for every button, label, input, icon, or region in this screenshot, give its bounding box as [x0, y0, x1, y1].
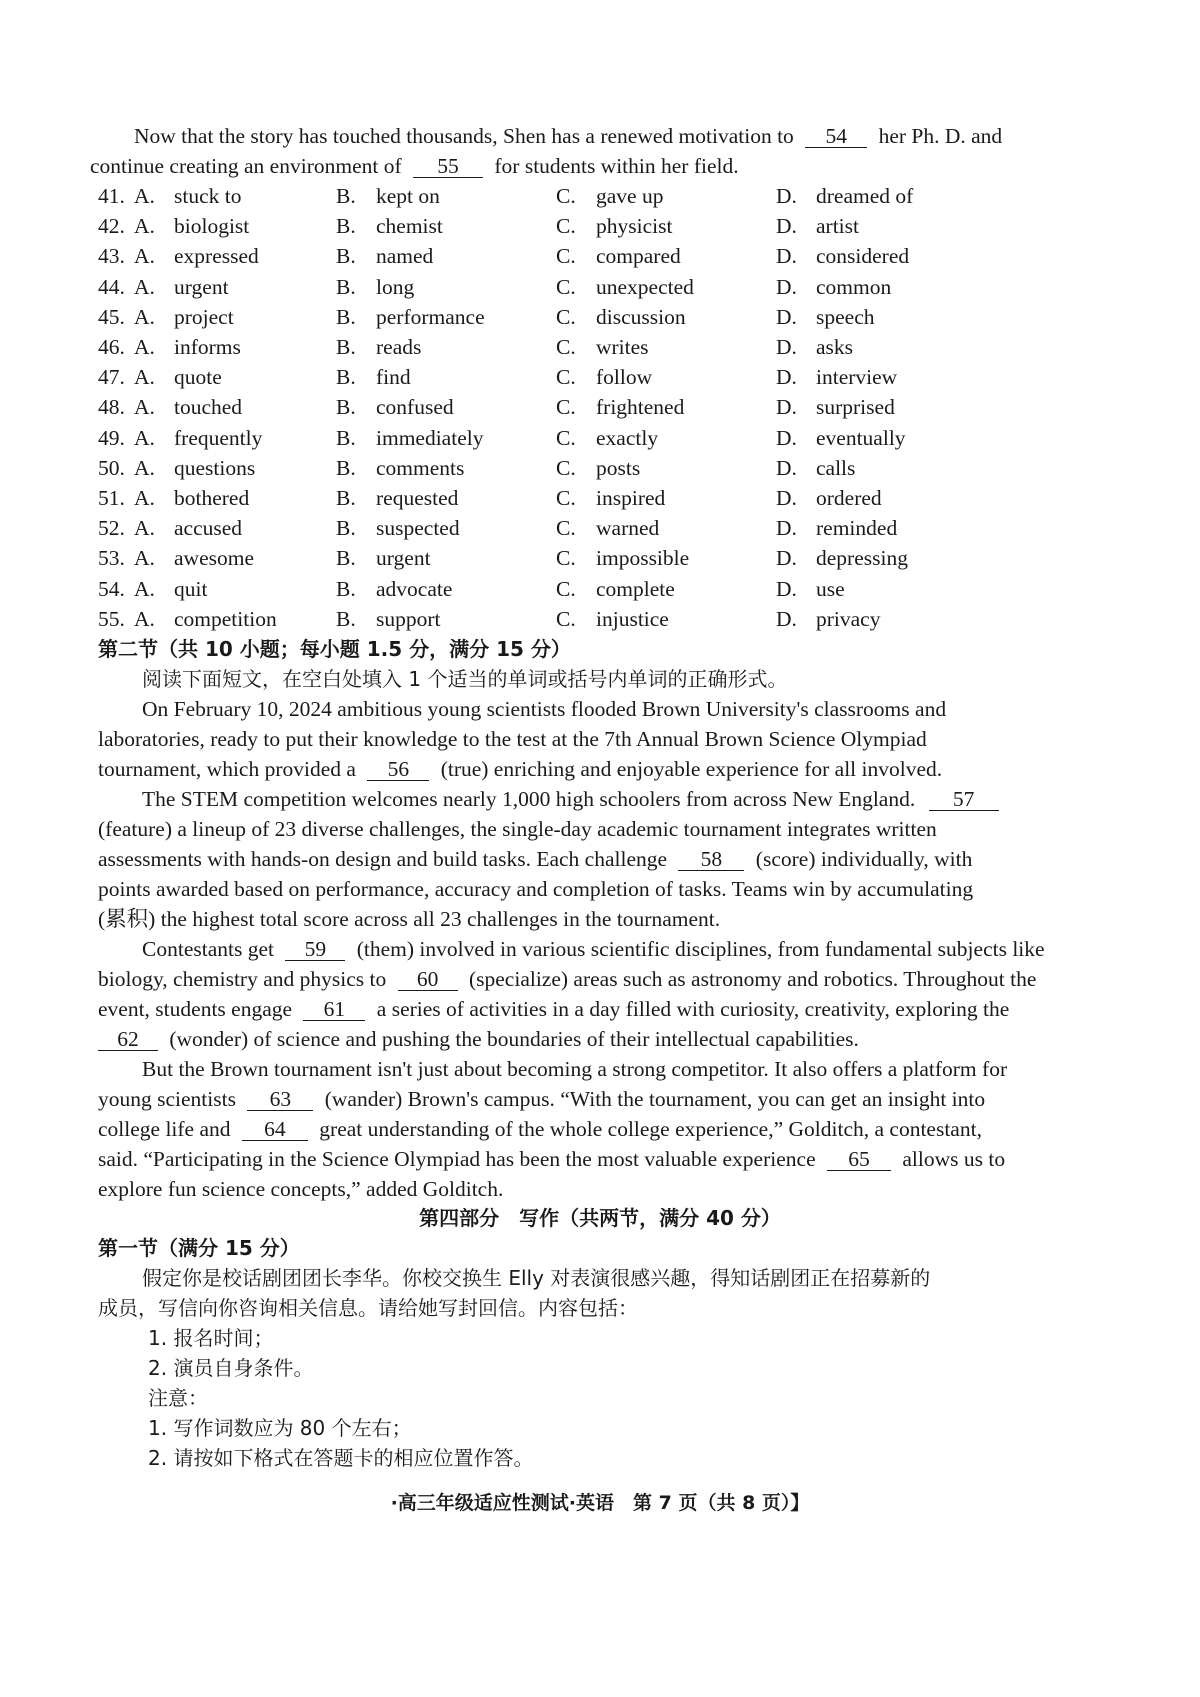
- option-text: quit: [174, 576, 208, 601]
- option-text: urgent: [174, 274, 229, 299]
- option-text: performance: [376, 304, 485, 329]
- option-c: [556, 272, 694, 302]
- passage-text: (them) involved in various scientific disciplines, from fundamental subjects like: [356, 937, 1045, 961]
- section-1-heading: 第一节（满分 15 分）: [98, 1236, 300, 1260]
- option-letter: B.: [336, 395, 356, 420]
- question-number: 55.: [98, 606, 125, 631]
- question-number: 54.: [98, 576, 125, 601]
- task-line: 成员，写信向你咨询相关信息。请给她写封回信。内容包括：: [98, 1296, 638, 1320]
- passage-text: (wander) Brown's campus. “With the tournament, you can get an insight into: [324, 1087, 986, 1111]
- option-b: [336, 513, 460, 543]
- blank-57: 57: [929, 788, 999, 811]
- option-c: [556, 181, 663, 211]
- option-letter: C.: [556, 546, 576, 571]
- option-row: [98, 211, 1108, 241]
- option-letter: D.: [776, 576, 797, 601]
- question-number: 45.: [98, 304, 125, 329]
- option-a: [134, 181, 241, 211]
- option-letter: D.: [776, 214, 797, 239]
- option-letter: D.: [776, 516, 797, 541]
- option-text: impossible: [596, 546, 690, 571]
- passage-text: assessments with hands-on design and build tasks. Each challenge: [98, 847, 668, 871]
- question-number: 50.: [98, 455, 125, 480]
- option-text: support: [376, 606, 441, 631]
- option-text: exactly: [596, 425, 659, 450]
- option-text: project: [174, 304, 234, 329]
- option-letter: C.: [556, 455, 576, 480]
- passage-text: said. “Participating in the Science Olympiad has been the most valuable experience: [98, 1147, 816, 1171]
- option-d: [776, 302, 875, 332]
- option-row: [98, 574, 1108, 604]
- intro-text: her Ph. D. and: [878, 124, 1003, 148]
- option-letter: C.: [556, 184, 576, 208]
- option-letter: D.: [776, 425, 797, 450]
- option-a: [134, 543, 254, 573]
- blank-64: 64: [242, 1118, 308, 1141]
- option-letter: A.: [134, 546, 155, 571]
- passage-text: Contestants get: [142, 937, 274, 961]
- option-letter: A.: [134, 516, 155, 541]
- note-item: 1. 写作词数应为 80 个左右；: [148, 1416, 412, 1440]
- option-d: [776, 513, 897, 543]
- option-letter: C.: [556, 244, 576, 269]
- option-text: chemist: [376, 214, 443, 239]
- option-d: [776, 543, 908, 573]
- option-c: [556, 513, 659, 543]
- passage-text: a series of activities in a day filled with curiosity, creativity, exploring the: [376, 997, 1010, 1021]
- option-b: [336, 483, 458, 513]
- option-letter: B.: [336, 274, 356, 299]
- option-row: [98, 181, 1108, 211]
- option-text: comments: [376, 455, 465, 480]
- blank-55: 55: [413, 155, 483, 178]
- passage-text: (score) individually, with: [755, 847, 973, 871]
- option-a: [134, 483, 249, 513]
- option-text: competition: [174, 606, 277, 631]
- question-number: 52.: [98, 516, 125, 541]
- option-text: ordered: [816, 486, 882, 510]
- option-letter: D.: [776, 365, 797, 390]
- option-text: posts: [596, 455, 641, 480]
- option-letter: C.: [556, 425, 576, 450]
- option-b: [336, 392, 454, 422]
- option-d: [776, 604, 880, 634]
- passage-line: explore fun science concepts,” added Golditch.: [98, 1177, 504, 1201]
- passage-line: laboratories, ready to put their knowledge to the test at the 7th Annual Brown Science Olympiad: [98, 727, 927, 751]
- option-letter: B.: [336, 304, 356, 329]
- option-letter: B.: [336, 335, 356, 359]
- passage-line: [98, 1024, 859, 1054]
- task-item: 1. 报名时间；: [148, 1326, 274, 1350]
- option-text: named: [376, 244, 434, 269]
- option-text: find: [376, 365, 411, 390]
- option-a: [134, 211, 249, 241]
- passage-text: young scientists: [98, 1087, 236, 1111]
- option-letter: C.: [556, 606, 576, 631]
- option-letter: D.: [776, 546, 797, 571]
- passage-line: [98, 964, 1036, 994]
- option-c: [556, 574, 675, 604]
- option-letter: A.: [134, 184, 155, 208]
- option-letter: C.: [556, 576, 576, 601]
- option-row: [98, 543, 1108, 573]
- option-text: depressing: [816, 546, 908, 571]
- option-letter: A.: [134, 425, 155, 450]
- option-d: [776, 453, 855, 483]
- option-c: [556, 362, 652, 392]
- option-text: use: [816, 576, 845, 601]
- option-letter: B.: [336, 576, 356, 601]
- option-text: immediately: [376, 425, 484, 450]
- option-text: asks: [816, 335, 854, 359]
- option-letter: D.: [776, 335, 797, 359]
- option-text: calls: [816, 455, 856, 480]
- option-row: [98, 483, 1108, 513]
- passage-line: (累积) the highest total score across all 23 challenges in the tournament.: [98, 907, 721, 931]
- question-number: 42.: [98, 214, 125, 239]
- intro-text: for students within her field.: [494, 154, 739, 178]
- option-c: [556, 483, 665, 513]
- option-a: [134, 392, 242, 422]
- question-number: 43.: [98, 244, 125, 269]
- passage-line: But the Brown tournament isn't just about becoming a strong competitor. It also offers a platform for: [142, 1057, 1008, 1081]
- passage-line: [98, 754, 942, 784]
- option-a: [134, 332, 241, 362]
- blank-54: 54: [805, 125, 867, 148]
- passage-line: [98, 1084, 985, 1114]
- option-letter: A.: [134, 486, 155, 510]
- option-b: [336, 604, 441, 634]
- option-d: [776, 362, 897, 392]
- option-letter: D.: [776, 606, 797, 631]
- option-text: expressed: [174, 244, 259, 269]
- intro-text: continue creating an environment of: [90, 154, 402, 178]
- option-letter: A.: [134, 606, 155, 631]
- option-letter: C.: [556, 274, 576, 299]
- option-text: urgent: [376, 546, 431, 571]
- option-text: awesome: [174, 546, 254, 571]
- option-text: discussion: [596, 304, 686, 329]
- option-text: unexpected: [596, 274, 694, 299]
- option-text: frequently: [174, 425, 263, 450]
- note-item: 2. 请按如下格式在答题卡的相应位置作答。: [148, 1446, 534, 1470]
- option-letter: D.: [776, 274, 797, 299]
- passage-line: [98, 1144, 1005, 1174]
- option-text: inspired: [596, 486, 666, 510]
- option-text: surprised: [816, 395, 895, 420]
- option-c: [556, 453, 640, 483]
- option-d: [776, 483, 882, 513]
- option-text: bothered: [174, 486, 250, 510]
- option-c: [556, 211, 672, 241]
- passage-text: allows us to: [902, 1147, 1006, 1171]
- option-text: reminded: [816, 516, 898, 541]
- passage-line: [98, 1114, 982, 1144]
- option-text: follow: [596, 365, 653, 390]
- option-text: privacy: [816, 606, 881, 631]
- option-letter: B.: [336, 516, 356, 541]
- option-d: [776, 272, 891, 302]
- question-number: 41.: [98, 184, 125, 208]
- option-letter: C.: [556, 304, 576, 329]
- option-c: [556, 332, 649, 362]
- option-d: [776, 211, 859, 241]
- passage-text: great understanding of the whole college experience,” Golditch, a contestant,: [319, 1117, 982, 1141]
- option-row: [98, 513, 1108, 543]
- option-a: [134, 453, 255, 483]
- option-letter: C.: [556, 395, 576, 420]
- blank-60: 60: [398, 968, 458, 991]
- option-text: compared: [596, 244, 681, 269]
- option-letter: A.: [134, 274, 155, 299]
- option-b: [336, 453, 464, 483]
- option-letter: D.: [776, 395, 797, 420]
- option-c: [556, 423, 658, 453]
- task-item: 2. 演员自身条件。: [148, 1356, 314, 1380]
- option-b: [336, 362, 411, 392]
- section-2-heading: 第二节（共 10 小题；每小题 1.5 分，满分 15 分）: [98, 637, 571, 661]
- option-letter: A.: [134, 214, 155, 239]
- question-number: 53.: [98, 546, 125, 571]
- option-letter: B.: [336, 244, 356, 269]
- option-letter: B.: [336, 184, 356, 208]
- option-d: [776, 181, 913, 211]
- option-letter: B.: [336, 214, 356, 239]
- option-d: [776, 574, 845, 604]
- option-text: touched: [174, 395, 243, 420]
- option-letter: A.: [134, 365, 155, 390]
- option-b: [336, 302, 485, 332]
- option-text: requested: [376, 486, 459, 510]
- option-text: considered: [816, 244, 910, 269]
- option-row: [98, 241, 1108, 271]
- option-text: eventually: [816, 425, 906, 450]
- option-letter: B.: [336, 425, 356, 450]
- option-letter: B.: [336, 486, 356, 510]
- option-b: [336, 543, 431, 573]
- option-letter: D.: [776, 184, 797, 208]
- option-row: [98, 302, 1108, 332]
- passage-text: (true) enriching and enjoyable experience for all involved.: [440, 757, 943, 781]
- option-row: [98, 453, 1108, 483]
- blank-59: 59: [285, 938, 345, 961]
- option-text: informs: [174, 335, 241, 359]
- blank-63: 63: [247, 1088, 313, 1111]
- option-letter: B.: [336, 365, 356, 390]
- option-b: [336, 211, 443, 241]
- option-letter: A.: [134, 455, 155, 480]
- option-text: confused: [376, 395, 454, 420]
- option-text: dreamed of: [816, 184, 914, 208]
- passage-line: [142, 934, 1045, 964]
- option-b: [336, 574, 452, 604]
- option-d: [776, 392, 895, 422]
- option-text: frightened: [596, 395, 685, 420]
- passage-line: points awarded based on performance, accuracy and completion of tasks. Teams win by accumulating: [98, 877, 974, 901]
- option-c: [556, 302, 686, 332]
- option-d: [776, 241, 909, 271]
- blank-58: 58: [678, 848, 744, 871]
- option-letter: A.: [134, 395, 155, 420]
- blank-65: 65: [827, 1148, 891, 1171]
- passage-text: college life and: [98, 1117, 231, 1141]
- note-label: 注意：: [148, 1386, 208, 1410]
- option-a: [134, 604, 277, 634]
- option-letter: B.: [336, 606, 356, 631]
- page-footer: ·高三年级适应性测试·英语 第 7 页（共 8 页）】: [390, 1492, 810, 1514]
- option-text: artist: [816, 214, 859, 239]
- option-letter: C.: [556, 335, 576, 359]
- option-text: interview: [816, 365, 898, 390]
- option-row: [98, 604, 1108, 634]
- option-a: [134, 241, 259, 271]
- option-letter: B.: [336, 546, 356, 571]
- option-a: [134, 423, 262, 453]
- option-row: [98, 272, 1108, 302]
- passage-line: (feature) a lineup of 23 diverse challenges, the single-day academic tournament integrates written: [98, 817, 937, 841]
- passage-line: On February 10, 2024 ambitious young scientists flooded Brown University's classrooms and: [142, 697, 947, 721]
- option-text: accused: [174, 516, 243, 541]
- option-letter: D.: [776, 486, 797, 510]
- question-number: 48.: [98, 395, 125, 420]
- passage-text: (wonder) of science and pushing the boundaries of their intellectual capabilities.: [169, 1027, 859, 1051]
- passage-text: event, students engage: [98, 997, 293, 1021]
- option-text: quote: [174, 365, 222, 390]
- option-text: complete: [596, 576, 675, 601]
- blank-62: 62: [98, 1028, 158, 1051]
- option-letter: A.: [134, 335, 155, 359]
- option-letter: C.: [556, 365, 576, 390]
- option-letter: B.: [336, 455, 356, 480]
- option-text: stuck to: [174, 184, 242, 208]
- option-text: gave up: [596, 184, 664, 208]
- option-text: physicist: [596, 214, 673, 239]
- option-a: [134, 513, 242, 543]
- option-letter: D.: [776, 455, 797, 480]
- option-text: questions: [174, 455, 256, 480]
- option-text: advocate: [376, 576, 453, 601]
- option-row: [98, 392, 1108, 422]
- question-number: 46.: [98, 335, 125, 359]
- question-number: 51.: [98, 486, 125, 510]
- option-letter: C.: [556, 486, 576, 510]
- option-text: writes: [596, 335, 649, 359]
- option-letter: A.: [134, 576, 155, 601]
- option-text: common: [816, 274, 892, 299]
- option-letter: C.: [556, 214, 576, 239]
- option-b: [336, 241, 433, 271]
- option-c: [556, 543, 689, 573]
- option-text: kept on: [376, 184, 440, 208]
- option-letter: D.: [776, 244, 797, 269]
- option-a: [134, 362, 222, 392]
- option-c: [556, 392, 684, 422]
- passage-line: [98, 844, 972, 874]
- option-c: [556, 241, 681, 271]
- option-text: warned: [596, 516, 660, 541]
- option-a: [134, 574, 207, 604]
- option-text: long: [376, 274, 415, 299]
- option-d: [776, 423, 906, 453]
- passage-text: (specialize) areas such as astronomy and robotics. Throughout the: [468, 967, 1037, 991]
- task-line: 假定你是校话剧团团长李华。你校交换生 Elly 对表演很感兴趣，得知话剧团正在招募新的: [142, 1266, 931, 1290]
- option-letter: C.: [556, 516, 576, 541]
- option-d: [776, 332, 853, 362]
- option-row: [98, 423, 1108, 453]
- option-row: [98, 362, 1108, 392]
- blank-56: 56: [367, 758, 429, 781]
- option-b: [336, 181, 440, 211]
- option-text: reads: [376, 335, 422, 359]
- option-c: [556, 604, 669, 634]
- option-text: injustice: [596, 606, 669, 631]
- option-text: speech: [816, 304, 875, 329]
- question-number: 47.: [98, 365, 125, 390]
- intro-text: Now that the story has touched thousands, Shen has a renewed motivation to: [134, 124, 794, 148]
- question-number: 49.: [98, 425, 125, 450]
- option-text: biologist: [174, 214, 250, 239]
- intro-line-1: [134, 121, 1002, 151]
- option-b: [336, 332, 421, 362]
- option-b: [336, 272, 414, 302]
- blank-61: 61: [303, 998, 365, 1021]
- option-a: [134, 302, 234, 332]
- part-4-heading: 第四部分 写作（共两节，满分 40 分）: [419, 1206, 781, 1230]
- intro-line-2: [90, 151, 739, 181]
- passage-line: [98, 994, 1009, 1024]
- option-row: [98, 332, 1108, 362]
- passage-text: biology, chemistry and physics to: [98, 967, 387, 991]
- option-letter: A.: [134, 304, 155, 329]
- option-a: [134, 272, 229, 302]
- passage-text: tournament, which provided a: [98, 757, 356, 781]
- option-letter: A.: [134, 244, 155, 269]
- section-2-instruction: 阅读下面短文，在空白处填入 1 个适当的单词或括号内单词的正确形式。: [142, 667, 788, 691]
- passage-line: [142, 784, 999, 814]
- passage-text: The STEM competition welcomes nearly 1,000 high schoolers from across New England.: [142, 787, 916, 811]
- option-text: suspected: [376, 516, 460, 541]
- option-letter: D.: [776, 304, 797, 329]
- question-number: 44.: [98, 274, 125, 299]
- option-b: [336, 423, 483, 453]
